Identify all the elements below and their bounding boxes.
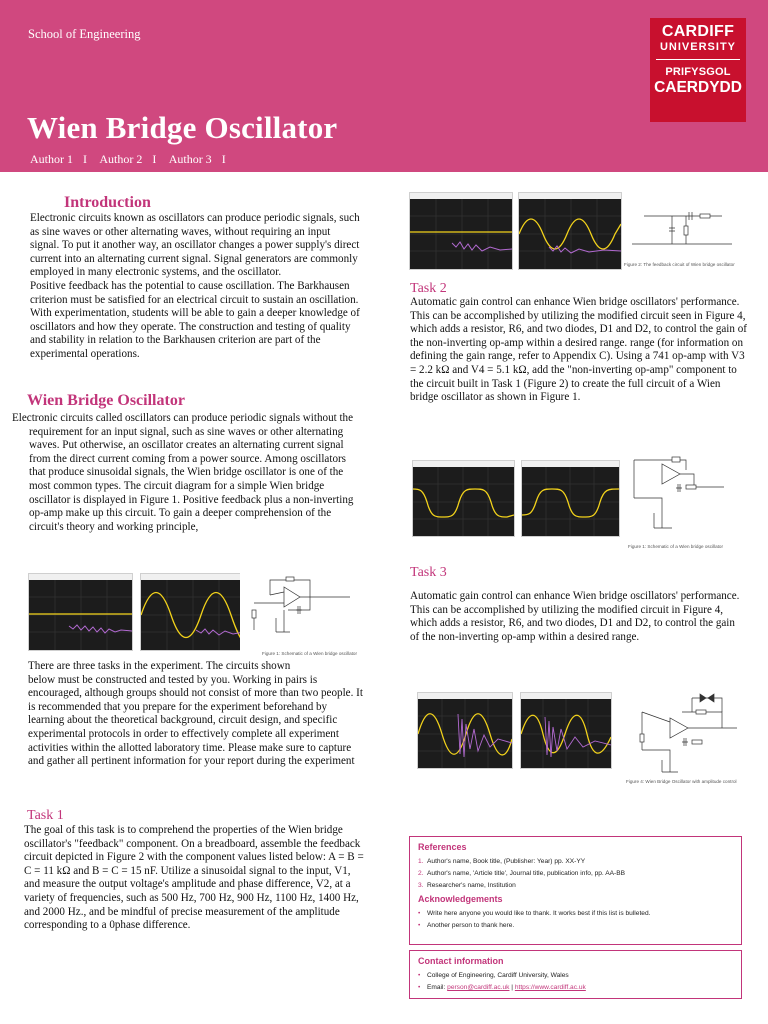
acknowledgement-item: • Another person to thank here. xyxy=(418,922,515,929)
acknowledgements-heading: Acknowledgements xyxy=(418,894,503,904)
reference-text: Author's name, Book title, (Publisher: Year) pp. XX-YY xyxy=(427,858,586,865)
figure-4-caption: Figure 4: Wien Bridge Oscillator with amplitude control xyxy=(626,779,737,784)
poster-title: Wien Bridge Oscillator xyxy=(27,110,338,145)
figure-1-caption: Figure 1: Schematic of a Wien bridge oscillator xyxy=(262,651,357,656)
contact-panel xyxy=(409,950,742,999)
intro-text: Electronic circuits known as oscillators can produce periodic signals, such as sine waves or other alternating waves, without requiring an input signal. To put it another way, an oscillator changes a power supply's direct current into an alternating current signal. Signal generators are commonly employed in many electronic systems, and the oscillator. Positive feedback has the potential to cause oscillation. The Barkhausen criterion must be satisfied for an electrical circuit to sustain an oscillation. With experimentation, students will be able to gain a deeper knowledge of oscillators and how they operate. The construction and testing of quality and stability in relation to the Barkhausen criterion are part of the experimental operations. xyxy=(30,212,360,360)
experiment-text xyxy=(28,660,363,769)
amplitude-control-circuit-diagram xyxy=(622,690,752,790)
logo-line-1: CARDIFF xyxy=(661,23,735,40)
experiment-first-line: There are three tasks in the experiment. The circuits shown xyxy=(28,660,291,672)
wien-heading: Wien Bridge Oscillator xyxy=(27,392,185,409)
scope-trace-flat xyxy=(29,580,132,650)
email-link[interactable]: person@cardiff.ac.uk xyxy=(447,984,510,991)
reference-item: 1. Author's name, Book title, (Publisher: Year) pp. XX-YY xyxy=(418,858,586,865)
feedback-schematic xyxy=(622,196,750,262)
cardiff-university-logo xyxy=(650,18,746,122)
contact-address: College of Engineering, Cardiff University, Wales xyxy=(427,972,569,979)
oscilloscope-screenshot xyxy=(520,692,612,769)
wien-bridge-circuit-diagram xyxy=(240,570,368,658)
website-link[interactable]: https://www.cardiff.ac.uk xyxy=(514,984,586,991)
references-panel xyxy=(409,836,742,945)
intro-heading: Introduction xyxy=(64,194,151,211)
scope-trace-sine-noise xyxy=(418,699,512,768)
op-amp-schematic xyxy=(240,570,368,650)
contact-email-item: • Email: person@cardiff.ac.uk | https://www.cardiff.ac.uk xyxy=(418,984,586,991)
scope-trace-flat xyxy=(410,199,512,269)
acknowledgement-text: Write here anyone you would like to thank. It works best if this list is bulleted. xyxy=(427,910,651,917)
author-2: Author 2 xyxy=(99,152,143,166)
feedback-circuit-diagram xyxy=(622,196,750,272)
email-label: Email: xyxy=(427,984,448,991)
contact-heading: Contact information xyxy=(418,956,504,966)
reference-item: 3. Researcher's name, Institution xyxy=(418,882,516,889)
scope-trace-sine xyxy=(519,199,621,269)
oscilloscope-screenshot xyxy=(412,460,515,537)
experiment-paragraph: below must be constructed and tested by you. Working in pairs is encouraged, although groups should not consist of more than two people. It is recommended that you prepare for the experiment beforehand by learning about the theoretical background, circuit design, and specific experimental protocols in order to effectively complete all experiment activities within the allotted laboratory time. Please make sure to capture and gather all pertinent information for your report during the experiment xyxy=(28,673,363,768)
op-amp-schematic xyxy=(624,448,750,538)
scope-trace-sine-noise xyxy=(521,699,611,768)
task3-heading: Task 3 xyxy=(410,565,447,580)
acknowledgement-item: • Write here anyone you would like to thank. It works best if this list is bulleted. xyxy=(418,910,651,917)
author-separator: I xyxy=(152,152,157,166)
scope-trace-sine xyxy=(141,580,244,650)
author-list xyxy=(30,152,236,167)
figure-2-caption: Figure 2: The feedback circuit of Wien bridge oscillator xyxy=(624,262,735,267)
wien-paragraph: Electronic circuits called oscillators can produce periodic signals without the requirement for an input signal, such as sine waves or other alternating waves. Put otherwise, an oscillator creates an alternating current signal from the direct current coming from a power source. Among oscillators that produce sinusoidal signals, the Wien bridge oscillator is one of the most common types. The circuit diagram for a simple Wien bridge oscillator is displayed in Figure 1. Positive feedback plus a non-inverting op-amp make up this circuit. To gain a deeper comprehension of the circuit's theory and working principle, xyxy=(12,412,354,533)
school-name: School of Engineering xyxy=(28,27,141,41)
contact-address-item: • College of Engineering, Cardiff University, Wales xyxy=(418,972,569,979)
oscilloscope-screenshot xyxy=(140,573,245,651)
task2-text: Automatic gain control can enhance Wien bridge oscillators' performance. This can be accomplished by utilizing the modified circuit seen in Figure 4, which adds a resistor, R6, and two diodes, D1 and D2, to control the gain of the non-inverting op-amp within a desired range. range (for information on defining the gain range, refer to Appendix C). Using a 741 op-amp with V3 = 2.2 kΩ and V4 = 5.1 kΩ, add the "non-inverting op-amp" component to the circuit built in Task 1 (Figure 2) to create the full circuit of a Wien bridge oscillator as shown in Figure 1. xyxy=(410,296,747,404)
reference-text: Author's name, 'Article title', Journal title, publication info, pp. AA-BB xyxy=(427,870,626,877)
scope-trace-square-sine xyxy=(522,467,619,536)
references-heading: References xyxy=(418,842,467,852)
task1-heading: Task 1 xyxy=(27,808,64,823)
task2-heading: Task 2 xyxy=(410,281,447,296)
author-1: Author 1 xyxy=(30,152,73,166)
logo-divider xyxy=(656,59,740,60)
scope-trace-square-sine xyxy=(413,467,514,536)
figure-1-caption: Figure 1: Schematic of a Wien bridge oscillator xyxy=(628,544,723,549)
wien-text xyxy=(12,412,362,534)
acknowledgement-text: Another person to thank here. xyxy=(427,922,515,929)
oscilloscope-screenshot xyxy=(409,192,513,270)
amplitude-control-schematic xyxy=(622,690,752,775)
oscilloscope-screenshot xyxy=(417,692,513,769)
logo-line-3: PRIFYSGOL xyxy=(665,66,731,78)
author-3: Author 3 xyxy=(168,152,212,166)
poster-header xyxy=(0,0,768,172)
oscilloscope-screenshot xyxy=(521,460,620,537)
task3-text: Automatic gain control can enhance Wien bridge oscillators' performance. This can be accomplished by utilizing the modified circuit in Figure 4, which adds a resistor, R6, and two diodes, D1 and D2, to control the gain of the non-inverting op-amp within a desired range. xyxy=(410,590,740,643)
reference-text: Researcher's name, Institution xyxy=(427,882,516,889)
reference-item: 2. Author's name, 'Article title', Journal title, publication info, pp. AA-BB xyxy=(418,870,626,877)
author-separator: I xyxy=(221,152,226,166)
contact-separator: | xyxy=(509,984,515,991)
task1-text: The goal of this task is to comprehend the properties of the Wien bridge oscillator's "feedback" component. On a breadboard, assemble the feedback circuit depicted in Figure 2 with the component values listed below: A = B = C = 11 kΩ and B = C = 15 nF. Utilize a sinusoidal signal to the input, V1, and measure the output voltage's amplitude and phase difference, V2, at a variety of frequencies, such as 500 Hz, 700 Hz, 900 Hz, 1100 Hz, 1400 Hz, and 2000 Hz., and be mindful of precise measurement of the amplitude corresponding to a 0phase difference. xyxy=(24,824,364,932)
oscilloscope-screenshot xyxy=(28,573,133,651)
wien-bridge-circuit-diagram xyxy=(624,448,750,553)
author-separator: I xyxy=(83,152,87,166)
logo-line-4: CAERDYDD xyxy=(654,79,742,96)
oscilloscope-screenshot xyxy=(518,192,622,270)
logo-line-2: UNIVERSITY xyxy=(659,41,736,53)
